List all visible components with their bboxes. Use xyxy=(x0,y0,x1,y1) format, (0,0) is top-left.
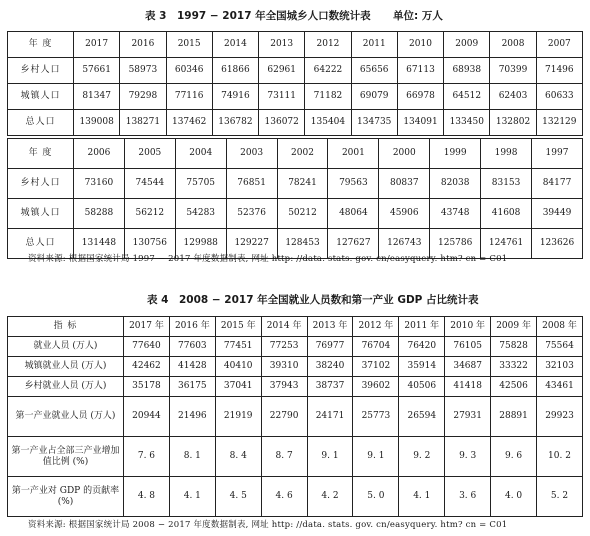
header-cell: 2012 年 xyxy=(353,317,399,337)
table-cell: 134735 xyxy=(351,110,397,136)
table-cell: 7. 6 xyxy=(124,437,170,477)
table-cell: 38240 xyxy=(307,357,353,377)
table-cell: 61866 xyxy=(212,58,258,84)
table-cell: 77253 xyxy=(261,337,307,357)
table-row xyxy=(8,337,583,357)
table-cell: 40410 xyxy=(215,357,261,377)
table-cell: 130756 xyxy=(124,229,175,259)
header-cell: 2003 xyxy=(226,139,277,169)
header-cell: 2001 xyxy=(328,139,379,169)
header-cell: 2000 xyxy=(379,139,430,169)
table-cell: 48064 xyxy=(328,199,379,229)
header-cell: 2017 年 xyxy=(124,317,170,337)
table-cell: 4. 8 xyxy=(124,477,170,517)
table-cell: 20944 xyxy=(124,397,170,437)
table-cell: 41608 xyxy=(481,199,532,229)
table-cell: 135404 xyxy=(305,110,351,136)
table4-source-note: 资料来源: 根据国家统计局 2008 − 2017 年度数据制表, 网址 http: //data. stats. gov. cn/easyquery. htm? cn = C01 xyxy=(28,520,508,530)
table-cell: 57661 xyxy=(74,58,120,84)
table-cell: 37102 xyxy=(353,357,399,377)
table-row xyxy=(8,437,583,477)
table-cell: 123626 xyxy=(532,229,583,259)
table-cell: 9. 2 xyxy=(399,437,445,477)
table-cell: 39310 xyxy=(261,357,307,377)
table-cell: 73111 xyxy=(259,84,305,110)
table-cell: 77116 xyxy=(166,84,212,110)
row-label: 第一产业占全部三产业增加值比例 (%) xyxy=(8,437,124,477)
table-cell: 70399 xyxy=(490,58,536,84)
table-cell: 83153 xyxy=(481,169,532,199)
row-label: 城镇人口 xyxy=(8,84,74,110)
table-cell: 58973 xyxy=(120,58,166,84)
table-cell: 139008 xyxy=(74,110,120,136)
table-cell: 62403 xyxy=(490,84,536,110)
table-cell: 38737 xyxy=(307,377,353,397)
header-cell: 2012 xyxy=(305,32,351,58)
table-cell: 62961 xyxy=(259,58,305,84)
table-cell: 29923 xyxy=(537,397,583,437)
row-label: 就业人员 (万人) xyxy=(8,337,124,357)
table-cell: 136782 xyxy=(212,110,258,136)
table-cell: 74544 xyxy=(124,169,175,199)
table-cell: 40506 xyxy=(399,377,445,397)
row-label: 第一产业就业人员 (万人) xyxy=(8,397,124,437)
table-cell: 84177 xyxy=(532,169,583,199)
table-cell: 34687 xyxy=(445,357,491,377)
table-cell: 60633 xyxy=(536,84,582,110)
header-cell: 1999 xyxy=(430,139,481,169)
header-cell: 2006 xyxy=(74,139,125,169)
table-cell: 8. 4 xyxy=(215,437,261,477)
table-cell: 76704 xyxy=(353,337,399,357)
table-cell: 137462 xyxy=(166,110,212,136)
table-cell: 56212 xyxy=(124,199,175,229)
header-cell: 2009 年 xyxy=(491,317,537,337)
table-cell: 25773 xyxy=(353,397,399,437)
table-cell: 126743 xyxy=(379,229,430,259)
table-cell: 5. 0 xyxy=(353,477,399,517)
table-cell: 4. 1 xyxy=(399,477,445,517)
table-cell: 138271 xyxy=(120,110,166,136)
table-cell: 28891 xyxy=(491,397,537,437)
table-cell: 77451 xyxy=(215,337,261,357)
table-cell: 77640 xyxy=(124,337,170,357)
table-cell: 37041 xyxy=(215,377,261,397)
table-cell: 131448 xyxy=(74,229,125,259)
table-row xyxy=(8,84,583,110)
row-label: 总人口 xyxy=(8,110,74,136)
table-cell: 4. 0 xyxy=(491,477,537,517)
table-cell: 67113 xyxy=(397,58,443,84)
table-row xyxy=(8,199,583,229)
table-cell: 69079 xyxy=(351,84,397,110)
table-cell: 134091 xyxy=(397,110,443,136)
table-cell: 78241 xyxy=(277,169,328,199)
table-cell: 22790 xyxy=(261,397,307,437)
header-cell: 1997 xyxy=(532,139,583,169)
table-cell: 8. 1 xyxy=(169,437,215,477)
table-cell: 41418 xyxy=(445,377,491,397)
table-cell: 50212 xyxy=(277,199,328,229)
table-header-row xyxy=(8,139,583,169)
header-cell: 2014 年 xyxy=(261,317,307,337)
table-row xyxy=(8,377,583,397)
table-cell: 74916 xyxy=(212,84,258,110)
table-row xyxy=(8,357,583,377)
header-cell: 指 标 xyxy=(8,317,124,337)
table-cell: 54283 xyxy=(175,199,226,229)
table-cell: 75564 xyxy=(537,337,583,357)
table-cell: 77603 xyxy=(169,337,215,357)
table-cell: 68938 xyxy=(444,58,490,84)
header-cell: 年 度 xyxy=(8,32,74,58)
table-cell: 132129 xyxy=(536,110,582,136)
table-cell: 27931 xyxy=(445,397,491,437)
header-cell: 2010 xyxy=(397,32,443,58)
header-cell: 2002 xyxy=(277,139,328,169)
table-cell: 9. 6 xyxy=(491,437,537,477)
header-cell: 1998 xyxy=(481,139,532,169)
table-cell: 76977 xyxy=(307,337,353,357)
table-cell: 36175 xyxy=(169,377,215,397)
table-cell: 71182 xyxy=(305,84,351,110)
table-cell: 35914 xyxy=(399,357,445,377)
table-cell: 82038 xyxy=(430,169,481,199)
table-cell: 3. 6 xyxy=(445,477,491,517)
table-cell: 71496 xyxy=(536,58,582,84)
table3-part2 xyxy=(7,138,583,259)
row-label: 乡村人口 xyxy=(8,169,74,199)
table-cell: 4. 1 xyxy=(169,477,215,517)
header-cell: 2011 xyxy=(351,32,397,58)
table-cell: 64512 xyxy=(444,84,490,110)
header-cell: 2009 xyxy=(444,32,490,58)
table-cell: 80837 xyxy=(379,169,430,199)
table-cell: 26594 xyxy=(399,397,445,437)
table-cell: 39449 xyxy=(532,199,583,229)
header-cell: 2017 xyxy=(74,32,120,58)
header-cell: 2007 xyxy=(536,32,582,58)
table-cell: 4. 6 xyxy=(261,477,307,517)
table-cell: 42462 xyxy=(124,357,170,377)
table-cell: 9. 3 xyxy=(445,437,491,477)
table-header-row xyxy=(8,317,583,337)
table3-title: 表 3 1997 − 2017 年全国城乡人口数统计表 xyxy=(145,10,371,22)
table4-title: 表 4 2008 − 2017 年全国就业人员数和第一产业 GDP 占比统计表 xyxy=(147,294,479,306)
table-cell: 39602 xyxy=(353,377,399,397)
row-label: 乡村人口 xyxy=(8,58,74,84)
table-cell: 65656 xyxy=(351,58,397,84)
table-cell: 79563 xyxy=(328,169,379,199)
table-header-row xyxy=(8,32,583,58)
table-row xyxy=(8,477,583,517)
table4 xyxy=(7,316,583,517)
table-cell: 24171 xyxy=(307,397,353,437)
table3-source-note: 资料来源: 根据国家统计局 1997 − 2017 年度数据制表, 网址 http: //data. stats. gov. cn/easyquery. htm? cn = C01 xyxy=(28,254,508,264)
table3-part1 xyxy=(7,31,583,136)
table-row xyxy=(8,169,583,199)
table-cell: 136072 xyxy=(259,110,305,136)
table-cell: 125786 xyxy=(430,229,481,259)
header-cell: 2008 xyxy=(490,32,536,58)
table-cell: 60346 xyxy=(166,58,212,84)
row-label: 城镇就业人员 (万人) xyxy=(8,357,124,377)
header-cell: 2005 xyxy=(124,139,175,169)
table-cell: 4. 5 xyxy=(215,477,261,517)
table-cell: 75705 xyxy=(175,169,226,199)
row-label: 城镇人口 xyxy=(8,199,74,229)
table-cell: 21919 xyxy=(215,397,261,437)
table-cell: 79298 xyxy=(120,84,166,110)
table-cell: 73160 xyxy=(74,169,125,199)
header-cell: 2016 年 xyxy=(169,317,215,337)
table-cell: 58288 xyxy=(74,199,125,229)
table-cell: 5. 2 xyxy=(537,477,583,517)
table-cell: 33322 xyxy=(491,357,537,377)
table-cell: 81347 xyxy=(74,84,120,110)
header-cell: 2015 年 xyxy=(215,317,261,337)
table-cell: 64222 xyxy=(305,58,351,84)
table-cell: 9. 1 xyxy=(307,437,353,477)
table-cell: 124761 xyxy=(481,229,532,259)
header-cell: 2014 xyxy=(212,32,258,58)
header-cell: 2015 xyxy=(166,32,212,58)
table-cell: 66978 xyxy=(397,84,443,110)
table-cell: 32103 xyxy=(537,357,583,377)
table-cell: 37943 xyxy=(261,377,307,397)
table-cell: 45906 xyxy=(379,199,430,229)
table-cell: 43748 xyxy=(430,199,481,229)
header-cell: 2004 xyxy=(175,139,226,169)
table-cell: 43461 xyxy=(537,377,583,397)
header-cell: 2011 年 xyxy=(399,317,445,337)
row-label: 乡村就业人员 (万人) xyxy=(8,377,124,397)
header-cell: 2013 年 xyxy=(307,317,353,337)
table-cell: 128453 xyxy=(277,229,328,259)
table-cell: 76420 xyxy=(399,337,445,357)
table-cell: 9. 1 xyxy=(353,437,399,477)
header-cell: 年 度 xyxy=(8,139,74,169)
table-cell: 75828 xyxy=(491,337,537,357)
header-cell: 2008 年 xyxy=(537,317,583,337)
table-cell: 52376 xyxy=(226,199,277,229)
table3-unit: 单位: 万人 xyxy=(393,10,443,22)
table-row xyxy=(8,58,583,84)
header-cell: 2013 xyxy=(259,32,305,58)
table-cell: 133450 xyxy=(444,110,490,136)
row-label: 第一产业对 GDP 的贡献率 (%) xyxy=(8,477,124,517)
table-cell: 10. 2 xyxy=(537,437,583,477)
table-cell: 8. 7 xyxy=(261,437,307,477)
table-cell: 132802 xyxy=(490,110,536,136)
row-label: 总人口 xyxy=(8,229,74,259)
table-cell: 41428 xyxy=(169,357,215,377)
table-cell: 35178 xyxy=(124,377,170,397)
table-cell: 127627 xyxy=(328,229,379,259)
table-cell: 76105 xyxy=(445,337,491,357)
table-cell: 129988 xyxy=(175,229,226,259)
table-cell: 21496 xyxy=(169,397,215,437)
table-cell: 42506 xyxy=(491,377,537,397)
table-cell: 129227 xyxy=(226,229,277,259)
table-cell: 4. 2 xyxy=(307,477,353,517)
header-cell: 2016 xyxy=(120,32,166,58)
table-cell: 76851 xyxy=(226,169,277,199)
table-row xyxy=(8,397,583,437)
header-cell: 2010 年 xyxy=(445,317,491,337)
table-row xyxy=(8,110,583,136)
